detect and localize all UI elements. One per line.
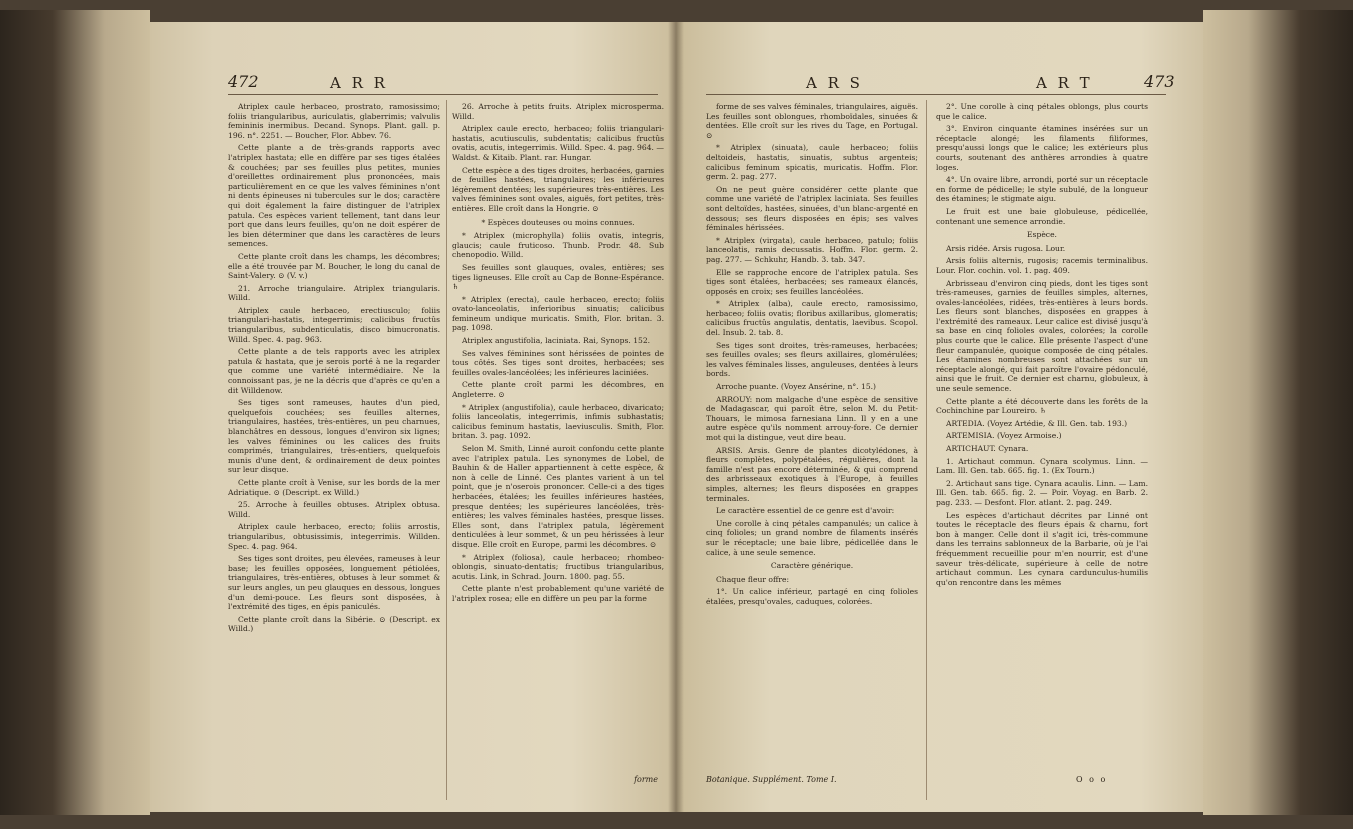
paragraph: Le caractère essentiel de ce genre est d'avoir: (716, 506, 895, 516)
right-running-header-right: A R T (1036, 74, 1093, 92)
paragraph: 1°. Un calice inférieur, partagé en cinq folioles étalées, presqu'ovales, caduques, colorées. (706, 587, 918, 606)
paragraph: Ses tiges sont droites, très-rameuses, herbacées; ses feuilles ovales; ses fleurs axillaires, glomérulées; les valves féminales lisses, anguleuses, dentées à leurs bords. (706, 340, 918, 379)
paragraph: Le fruit est une baie globuleuse, pédicellée, contenant une semence arrondie. (936, 206, 1148, 226)
book-gutter (668, 22, 684, 812)
paragraph: Cette espèce a des tiges droites, herbacées, garnies de feuilles hastées, triangulaires; les inférieures légèrement dentées; les supérieures très-entières. Les valves féminines sont ovales, aiguës, fort petites, très-entières. Elle croît dans la Hongrie. ⊙ (452, 165, 664, 213)
paragraph: * Atriplex (angustifolia), caule herbaceo, divaricato; foliis lanceolatis, integerrimis, infimis subhastatis; calicibus feminum hastatis, laeviusculis. Smith, Flor. britan. 3. pag. 1092. (452, 402, 664, 441)
paragraph: ARROUY: nom malgache d'une espèce de sensitive de Madagascar, qui paroît être, selon M. du Petit-Thouars, le mimosa farnesiana Linn. Il y en a une autre espèce qu'ils nomment arrouy-fore. Ce dernier mot qui la distingue, veut dire beau. (706, 394, 918, 442)
paragraph: ARTEDIA. (Voyez Artédie, & Ill. Gen. tab. 193.) (946, 418, 1128, 428)
paragraph: * Atriplex (virgata), caule herbaceo, patulo; foliis lanceolatis, ramis decussatis. Hoffm. Flor. germ. 2. pag. 277. — Schkuhr, Handb. 3. tab. 347. (706, 235, 918, 264)
paragraph: On ne peut guère considérer cette plante que comme une variété de l'atriplex laciniata. Ses feuilles sont deltoïdes, hastées, sinuées, d'un blanc-argenté en dessous; ses fleurs disposées en épis; ses valves féminales hérissées. (706, 184, 918, 233)
paragraph: 2°. Une corolle à cinq pétales oblongs, plus courts que le calice. (936, 102, 1148, 121)
paragraph: Cette plante croît dans les champs, les décombres; elle a été trouvée par M. Boucher, le long du canal de Saint-Valery. ⊙ (V. v.) (228, 251, 440, 281)
paragraph: Cette plante croît dans la Sibérie. ⊙ (Descript. ex Willd.) (228, 614, 440, 634)
right-column-separator (926, 100, 927, 800)
paragraph: Cette plante a de tels rapports avec les atriplex patula & hastata, que je serois porté à ne la regarder que comme une variété intermédiaire. Ne la connoissant pas, je ne la décris que d'après ce qu'en a dit Willdenow. (228, 347, 440, 395)
paragraph: Espèce. (1027, 230, 1057, 240)
paragraph: Arroche puante. (Voyez Ansérine, n°. 15.) (716, 382, 877, 392)
paragraph: Caractère générique. (770, 561, 854, 571)
paragraph: Une corolle à cinq pétales campanulés; un calice à cinq folioles; un grand nombre de filaments insérés sur le réceptacle; une baie libre, pédicellée dans le calice, à une seule semence. (706, 518, 918, 557)
left-running-header: A R R (330, 74, 388, 92)
right-running-header-left: A R S (806, 74, 863, 92)
paragraph: * Atriplex (microphylla) foliis ovatis, integris, glaucis; caule fruticoso. Thunb. Prodr. 48. Sub chenopodio. Willd. (452, 231, 664, 260)
left-page (150, 22, 676, 812)
paragraph: Cette plante croît à Venise, sur les bords de la mer Adriatique. ⊙ (Descript. ex Willd.) (228, 477, 440, 497)
paragraph: * Atriplex (alba), caule erecto, ramosissimo, herbaceo; foliis ovatis; floribus axillaribus, glomeratis; calicibus fructûs angulatis, dentatis, laevibus. Scopol. del. Insub. 2. tab. 8. (706, 299, 918, 338)
paragraph: Atriplex caule herbaceo, erecto; foliis arrostis, triangularibus, obtusissimis, integerrimis. Willden. Spec. 4. pag. 964. (228, 522, 440, 551)
paragraph: Cette plante a été découverte dans les forêts de la Cochinchine par Loureiro. ♄ (936, 396, 1148, 416)
paragraph: ARTEMISIA. (Voyez Armoise.) (946, 431, 1062, 441)
right-column-2 (936, 102, 1148, 812)
paragraph: Chaque fleur offre: (716, 574, 790, 584)
left-header-rule (228, 94, 658, 95)
paragraph: 26. Arroche à petits fruits. Atriplex microsperma. Willd. (452, 102, 664, 121)
paragraph: Les espèces d'artichaut décrites par Linné ont toutes le réceptacle des fleurs épais & charnu, fort bon à manger. Celle dont il s'agit ici, très-commune dans les terrains sablonneux de la Barbarie, où je l'ai fréquemment recueillie pour m'en nourrir, est d'une saveur très-délicate, supérieure à celle de notre artichaut commun. Les cynara cardunculus-humilis qu'on rencontre dans les mêmes (936, 510, 1148, 587)
paragraph: Cette plante a de très-grands rapports avec l'atriplex hastata; elle en diffère par ses tiges étalées & couchées; par ses feuilles plus petites, munies d'oreillettes ordinairement plus prononcées, mais particulièrement en ce que les valves féminines n'ont ni dents épineuses ni tubercules sur le dos; caractère qui doit également la faire distinguer de l'atriplex patula. Ces espèces varient tellement, tant dans leur port que dans leurs feuilles, qu'on ne doit espérer de les bien déterminer que dans les caractères de leurs semences. (228, 143, 440, 249)
paragraph: * Atriplex (sinuata), caule herbaceo; foliis deltoideis, hastatis, sinuatis, subtus argenteis; calicibus feminum spicatis, muricatis. Hoffm. Flor. germ. 2. pag. 277. (706, 143, 918, 182)
right-page (676, 22, 1203, 812)
paragraph: Selon M. Smith, Linné auroit confondu cette plante avec l'atriplex patula. Les synonymes de Lobel, de Bauhin & de Haller appartiennent à cette espèce, & non à celle de Linné. Ces plantes varient à un tel point, que je n'oserois prononcer. Celle-ci a des tiges herbacées, étalées; les feuilles inférieures hastées, presque dentées; les supérieures lancéolées, très-entières; les valves féminales hastées, presque lisses. Elles sont, dans l'atriplex patula, légèrement denticulées à leur sommet, & un peu hérissées à leur disque. Elle croît en Europe, parmi les décombres. ⊙ (452, 444, 664, 549)
left-catchword: forme (634, 775, 658, 784)
right-header-rule (706, 94, 1166, 95)
paragraph: * Atriplex (foliosa), caule herbaceo; rhombeo-oblongis, sinuato-dentatis; fructibus triangularibus, acutis. Link, in Schrad. Journ. 1800. pag. 55. (452, 552, 664, 581)
paragraph: Atriplex caule herbaceo, prostrato, ramosissimo; foliis triangularibus, auriculatis, glaberrimis; valvulis femininis inermibus. Decand. Synops. Plant. gall. p. 196. n°. 2251. — Boucher, Flor. Abbev. 76. (228, 102, 440, 140)
left-column-2 (452, 102, 664, 812)
paragraph: * Atriplex (erecta), caule herbaceo, erecto; foliis ovato-lanceolatis, inferioribus sinuatis; calicibus femineum undique muricatis. Smith, Flor. britan. 3. pag. 1098. (452, 294, 664, 333)
left-page-edges (0, 10, 150, 815)
paragraph: Arsis ridée. Arsis rugosa. Lour. (946, 243, 1066, 253)
paragraph: Ses valves féminines sont hérissées de pointes de tous côtés. Ses tiges sont droites, herbacées; ses feuilles ovales-lancéolées; les inférieures laciniées. (452, 348, 664, 377)
paragraph: Atriplex angustifolia, laciniata. Rai, Synops. 152. (462, 336, 651, 346)
paragraph: ARSIS. Arsis. Genre de plantes dicotylédones, à fleurs complètes, polypétalées, régulières, dont la famille n'est pas encore déterminée, & qui comprend des arbrisseaux exotiques à l'Europe, à feuilles simples, alternes; les fleurs disposées en grappes terminales. (706, 445, 918, 503)
left-page-number: 472 (228, 72, 259, 91)
paragraph: ARTICHAUT. Cynara. (946, 444, 1029, 453)
right-footer: Botanique. Supplément. Tome I. (706, 775, 837, 784)
paragraph: Cette plante n'est probablement qu'une variété de l'atriplex rosea; elle en diffère un peu par la forme (452, 584, 664, 603)
left-column-1 (228, 102, 440, 812)
paragraph: forme de ses valves féminales, triangulaires, aiguës. Les feuilles sont oblongues, rhomboïdales, sinuées & dentées. Elle croît sur les rives du Tage, en Portugal. ⊙ (706, 102, 918, 140)
paragraph: Atriplex caule herbaceo, erectiusculo; foliis triangulari-hastatis, integerrimis; calicibus fructûs triangularibus, subdenticulatis, disco bimucronatis. Willd. Spec. 4. pag. 963. (228, 305, 440, 344)
right-page-edges (1203, 10, 1353, 815)
paragraph: Arsis foliis alternis, rugosis; racemis terminalibus. Lour. Flor. cochin. vol. 1. pag. 409. (936, 256, 1148, 275)
right-page-number: 473 (1144, 72, 1175, 91)
left-column-separator (446, 100, 447, 800)
paragraph: 3°. Environ cinquante étamines insérées sur un réceptacle alongé; les filaments filiformes, presqu'aussi longs que le calice; les extérieurs plus courts, soutenant des anthères arrondies à quatre loges. (936, 124, 1148, 172)
paragraph: 2. Artichaut sans tige. Cynara acaulis. Linn. — Lam. Ill. Gen. tab. 665. fig. 2. — Poir. Voyag. en Barb. 2. pag. 233. — Desfont. Flor. atlant. 2. pag. 249. (936, 478, 1148, 507)
paragraph: 1. Artichaut commun. Cynara scolymus. Linn. — Lam. Ill. Gen. tab. 665. fig. 1. (Ex Tourn.) (936, 456, 1148, 476)
paragraph: Ses feuilles sont glauques, ovales, entières; ses tiges ligneuses. Elle croît au Cap de Bonne-Espérance. ♄ (452, 262, 664, 292)
paragraph: Ses tiges sont rameuses, hautes d'un pied, quelquefois couchées; ses feuilles alternes, triangulaires, hastées, très-entières, un peu charnues, blanchâtres en dessous, longues d'environ six lignes; les valves féminines ou les calices des fruits comprimés, triangulaires, très-entiers, quelquefois munis d'une dent, & ordinairement de deux pointes sur leur disque. (228, 398, 440, 475)
right-column-1 (706, 102, 918, 812)
paragraph: * Espèces douteuses ou moins connues. (481, 217, 635, 227)
paragraph: Ses tiges sont droites, peu élevées, rameuses à leur base; les feuilles opposées, longuement pétiolées, triangulaires, très-entières, obtuses à leur sommet & sur leurs angles, un peu glauques en dessous, longues d'un demi-pouce. Les fleurs sont disposées, à l'extrémité des tiges, en épis paniculés. (228, 554, 440, 612)
paragraph: Cette plante croît parmi les décombres, en Angleterre. ⊙ (452, 380, 664, 400)
paragraph: Atriplex caule erecto, herbaceo; foliis triangulari-hastatis, acutiusculis, subdentatis; calicibus fructûs ovatis, acutis, integerrimis. Willd. Spec. 4. pag. 964. — Waldst. & Kitaib. Plant. rar. Hungar. (452, 124, 664, 162)
paragraph: 25. Arroche à feuilles obtuses. Atriplex obtusa. Willd. (228, 500, 440, 519)
paragraph: Arbrisseau d'environ cinq pieds, dont les tiges sont très-rameuses, garnies de feuilles simples, alternes, ovales-lancéolées, ridées, très-entières à leurs bords. Les fleurs sont blanches, disposées en grappes à l'extrémité des rameaux. Leur calice est divisé jusqu'à sa base en cinq folioles ovales, colorées; la corolle plus courte que le calice. Elle présente l'aspect d'une fleur campanulée, quoique composée de cinq pétales. Les étamines nombreuses sont attachées sur un réceptacle alongé, qui fait paroître l'ovaire pédonculé, ainsi que le fruit. Ce dernier est charnu, globuleux, à une seule semence. (936, 278, 1148, 394)
paragraph: Elle se rapproche encore de l'atriplex patula. Ses tiges sont étalées, herbacées; ses rameaux élancés, opposés en croix; ses feuilles lancéolées. (706, 267, 918, 296)
signature-mark: O o o (1076, 775, 1108, 784)
paragraph: 21. Arroche triangulaire. Atriplex triangularis. Willd. (228, 283, 440, 303)
paragraph: 4°. Un ovaire libre, arrondi, porté sur un réceptacle en forme de pédicelle; le style subulé, de la longueur des étamines; le stigmate aigu. (936, 175, 1148, 204)
